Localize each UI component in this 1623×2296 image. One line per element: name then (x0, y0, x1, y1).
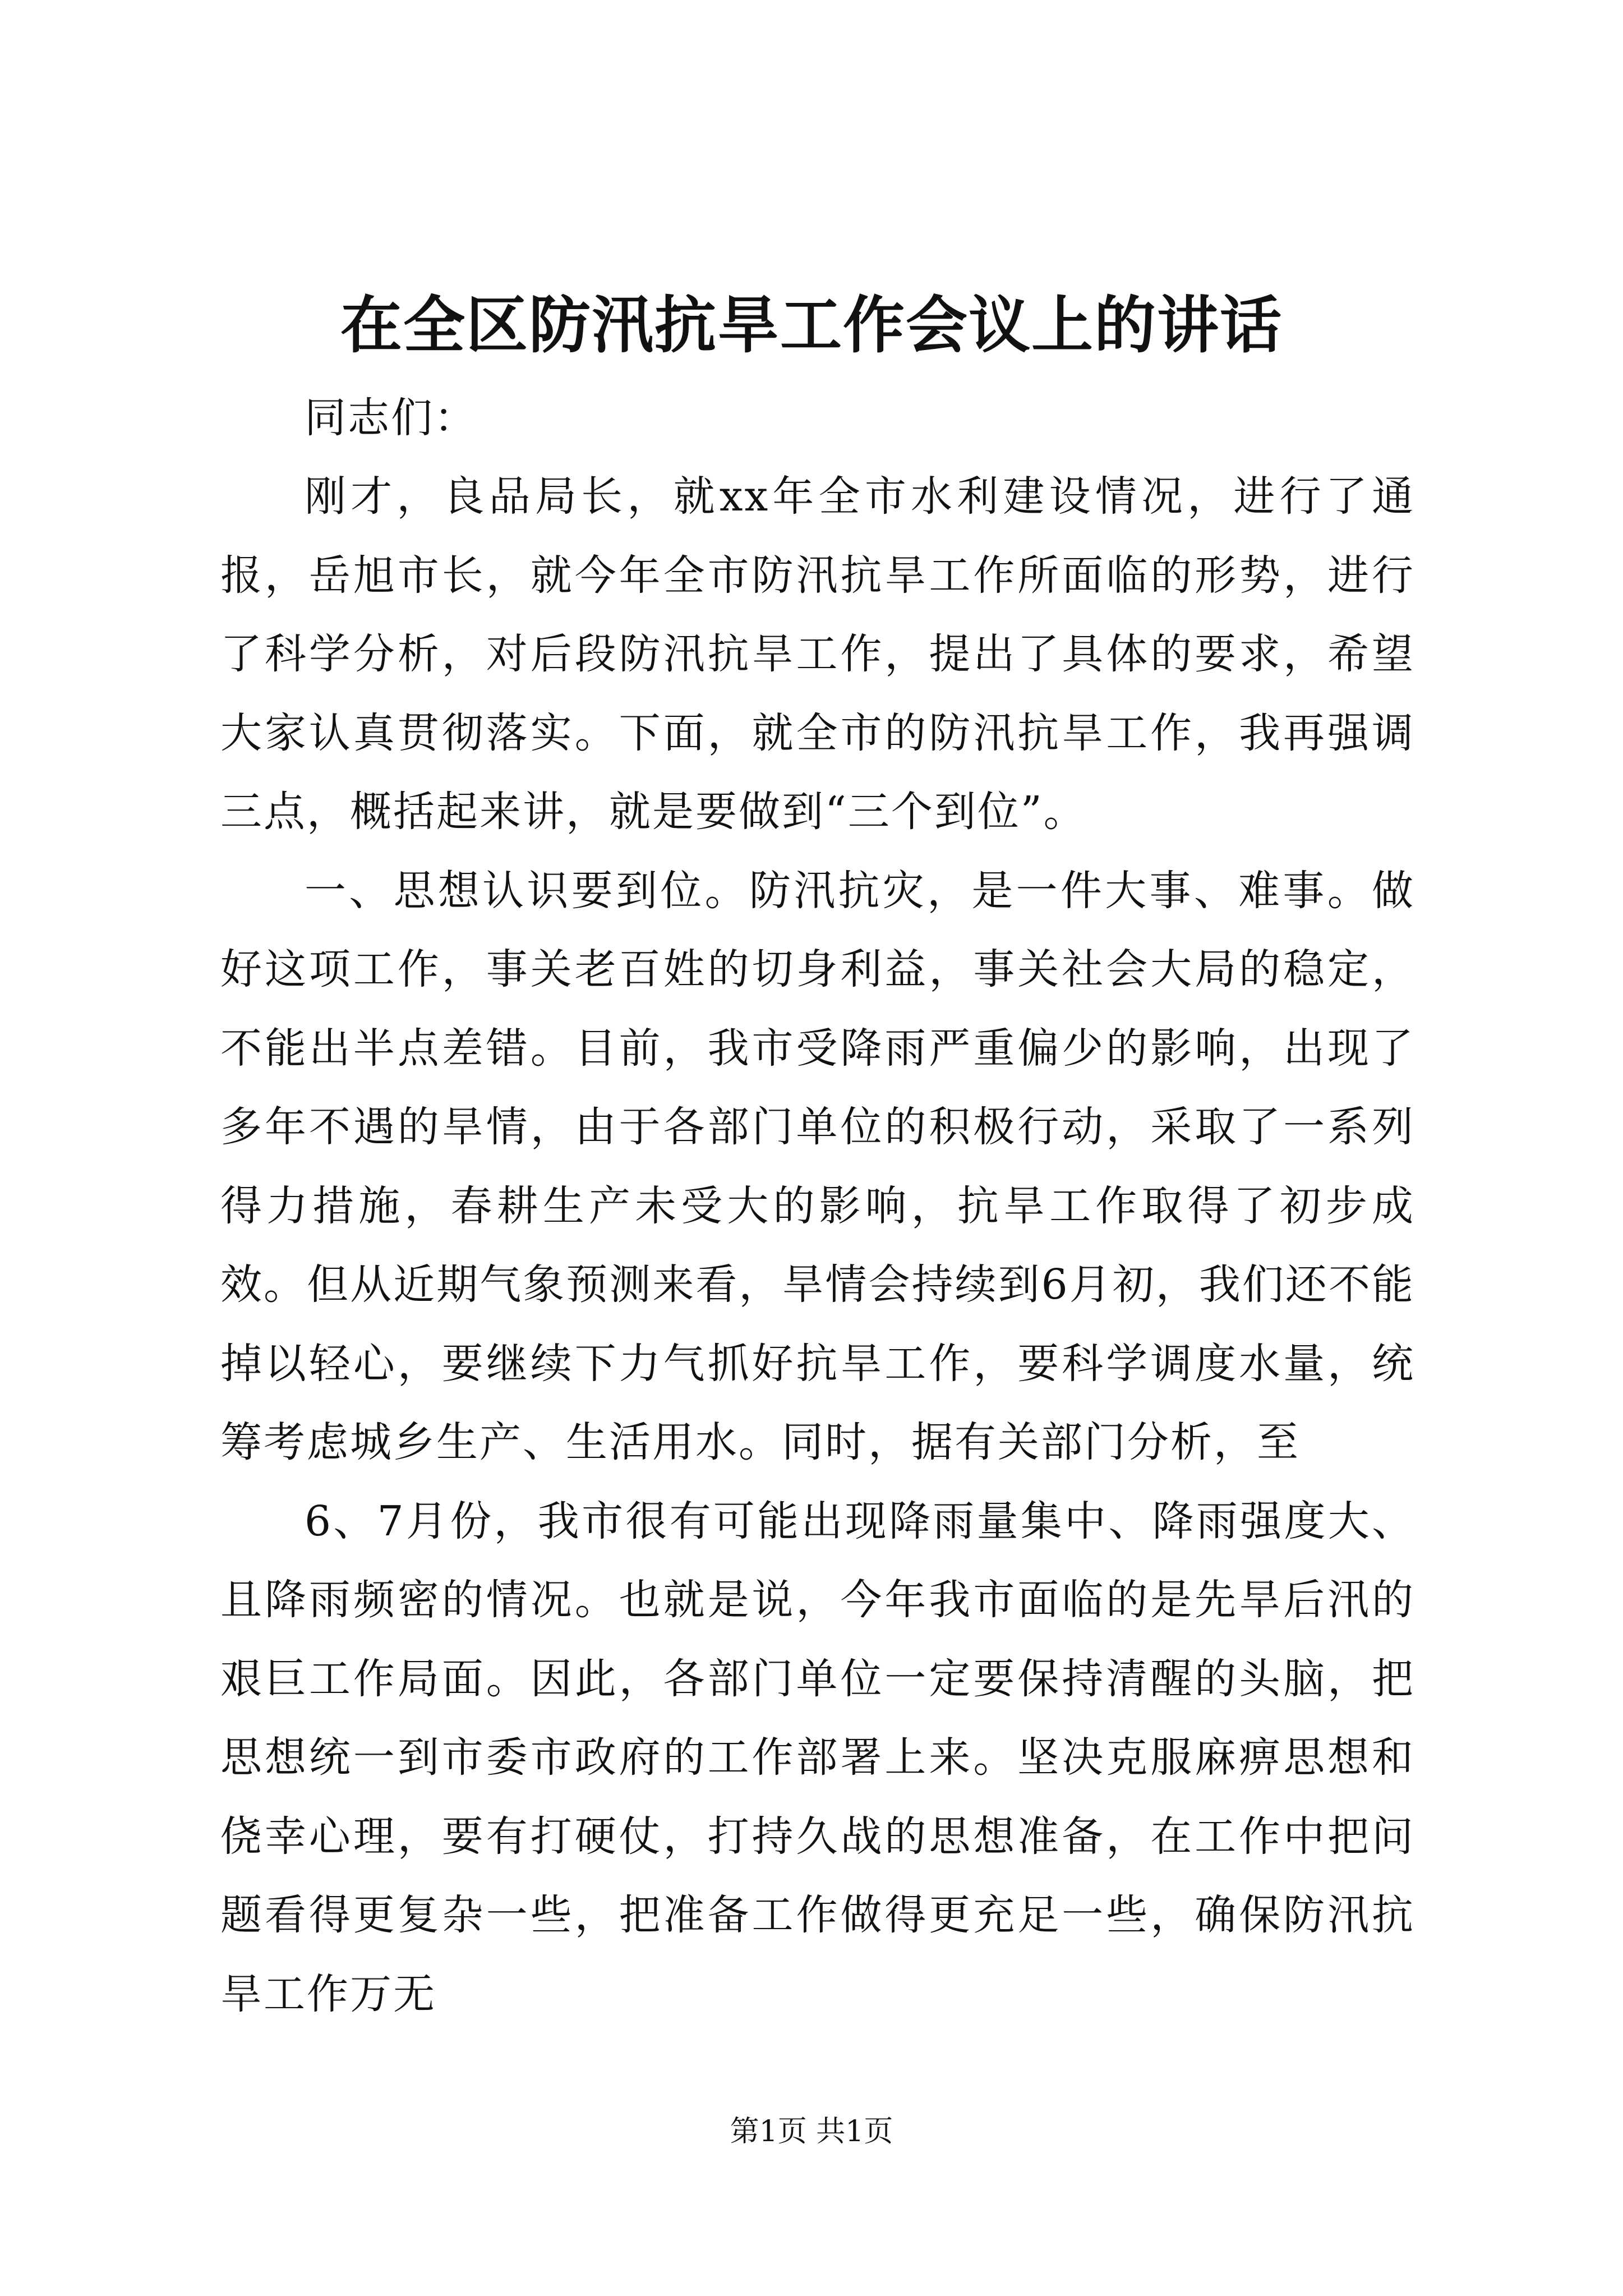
document-body (220, 457, 1415, 2033)
salutation (220, 379, 1415, 458)
salutation-text: 同志们： (305, 394, 477, 442)
paragraph: 刚才，良品局长，就xx年全市水利建设情况，进行了通报，岳旭市长，就今年全市防汛抗旱工作所面临的形势，进行了科学分析，对后段防汛抗旱工作，提出了具体的要求，希望大家认真贯彻落实。下面，就全市的防汛抗旱工作，我再强调三点，概括起来讲，就是要做到“三个到位”。 (220, 472, 1415, 836)
paragraph: 一、思想认识要到位。防汛抗灾，是一件大事、难事。做好这项工作，事关老百姓的切身利益，事关社会大局的稳定，不能出半点差错。目前，我市受降雨严重偏少的影响，出现了多年不遇的旱情，由于各部门单位的积极行动，采取了一系列得力措施，春耕生产未受大的影响，抗旱工作取得了初步成效。但从近期气象预测来看，旱情会持续到6月初，我们还不能掉以轻心，要继续下力气抓好抗旱工作，要科学调度水量，统筹考虑城乡生产、生活用水。同时，据有关部门分析，至 (220, 866, 1415, 1466)
page-footer: 第1页 共1页 (730, 2115, 893, 2148)
paragraph: 6、7月份，我市很有可能出现降雨量集中、降雨强度大、且降雨频密的情况。也就是说，今年我市面临的是先旱后汛的艰巨工作局面。因此，各部门单位一定要保持清醒的头脑，把思想统一到市委市政府的工作部署上来。坚决克服麻痹思想和侥幸心理，要有打硬仗，打持久战的思想准备，在工作中把问题看得更复杂一些，把准备工作做得更充足一些，确保防汛抗旱工作万无 (220, 1497, 1415, 2018)
document-title: 在全区防汛抗旱工作会议上的讲话 (340, 289, 1283, 361)
